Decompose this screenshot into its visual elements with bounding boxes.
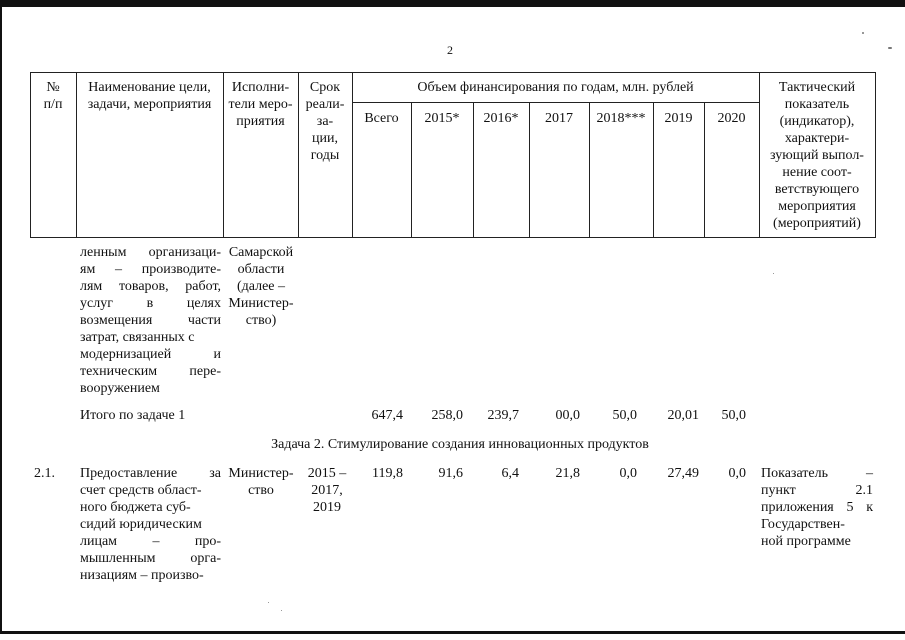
total-value-2016: 239,7	[487, 408, 519, 423]
page-number: 2	[447, 43, 453, 57]
header-financing: Объем финансирования по годам, млн. рублей	[417, 80, 694, 95]
total-value-2019: 20,01	[667, 408, 699, 423]
row-2-1-term: 2015 – 2017, 2019	[307, 466, 347, 515]
header-executors: Исполни- тели меро- приятия	[228, 80, 293, 129]
scan-speck	[281, 610, 282, 611]
row-2-1-value-all: 119,8	[372, 466, 403, 481]
header-year-2016: 2016*	[483, 111, 519, 126]
row-2-1-name: Предоставление за счет средств област- ного бюджета суб- сидий юридическим лицам – про- мышленным орга- низациям – произво-	[80, 466, 222, 583]
row-2-1-value-2017: 21,8	[555, 466, 580, 481]
continuation-name: ленным организаци- ям – производите- лям товаров, работ, услуг в целях возмещения части затрат, связанных с модернизацией и техническим пере- вооружением	[80, 245, 222, 396]
header-year-2020: 2020	[717, 111, 746, 126]
row-2-1-number: 2.1.	[34, 466, 55, 481]
total-row	[0, 407, 905, 427]
header-number: № п/п	[43, 80, 63, 112]
total-value-2015: 258,0	[431, 408, 463, 423]
row-2-1-executor: Министер- ство	[228, 466, 294, 498]
row-2-1-value-2019: 27,49	[667, 466, 699, 481]
task2-title: Задача 2. Стимулирование создания инновационных продуктов	[271, 437, 649, 452]
header-name: Наименование цели, задачи, мероприятия	[87, 80, 212, 112]
total-value-all: 647,4	[371, 408, 403, 423]
scan-speck	[773, 273, 774, 274]
scan-speck	[268, 602, 269, 603]
scan-bottom-edge	[0, 631, 905, 634]
total-value-2017: 00,0	[555, 408, 580, 423]
header-year-2018: 2018***	[596, 111, 646, 126]
scan-speck	[862, 32, 864, 34]
header-indicator: Тактический показатель (индикатор), характери- зующий выпол- нение соот- ветствующего мероприятия (мероприятий)	[770, 80, 864, 231]
header-term: Срок реали- за- ции, годы	[305, 80, 345, 163]
row-2-1-value-2020: 0,0	[728, 466, 746, 481]
total-label: Итого по задаче 1	[80, 408, 186, 423]
header-year-2019: 2019	[664, 111, 693, 126]
row-2-1-indicator: Показатель – пункт 2.1 приложения 5 к Государствен- ной программе	[761, 466, 873, 549]
scan-speck	[888, 47, 892, 49]
scan-top-edge	[0, 0, 905, 7]
continuation-executor: Самарской области (далее – Министер- ство)	[228, 245, 294, 328]
row-2-1-value-2018: 0,0	[619, 466, 637, 481]
total-value-2018: 50,0	[612, 408, 637, 423]
header-year-2015: 2015*	[424, 111, 460, 126]
total-value-2020: 50,0	[721, 408, 746, 423]
row-2-1-value-2016: 6,4	[501, 466, 519, 481]
header-year-total: Всего	[364, 111, 399, 126]
row-2-1-value-2015: 91,6	[438, 466, 463, 481]
scan-left-edge	[0, 0, 2, 634]
header-year-2017: 2017	[545, 111, 573, 126]
